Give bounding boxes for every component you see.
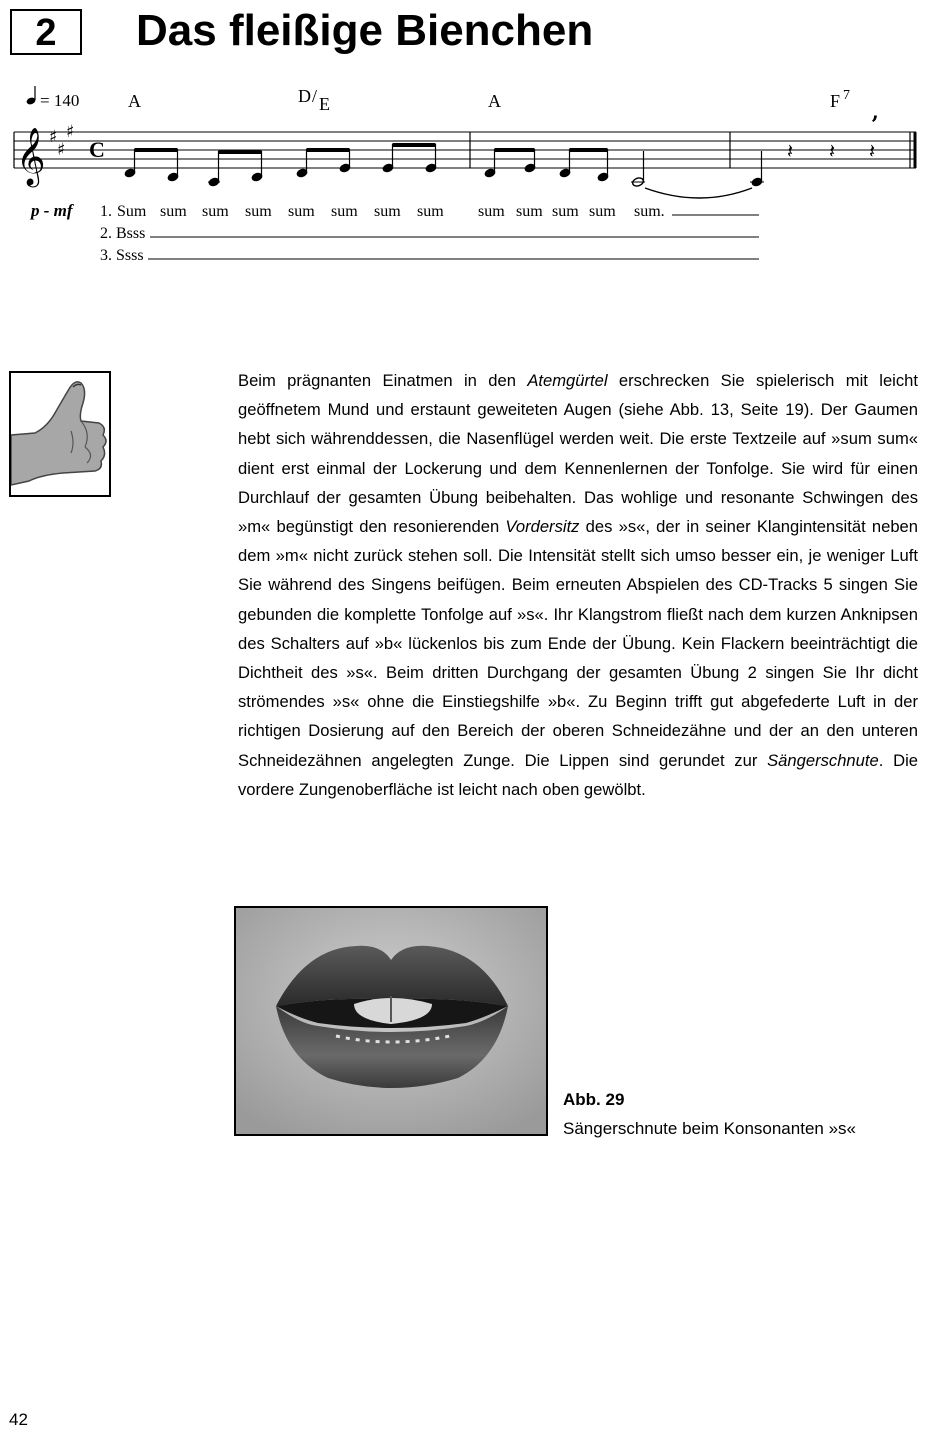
lyric-line1-label: 1. — [100, 203, 112, 220]
thumbs-up-icon — [11, 373, 109, 495]
body-paragraph — [238, 366, 918, 804]
chord-4-root: F — [830, 91, 841, 111]
svg-text:♯: ♯ — [57, 140, 66, 160]
svg-text:♯: ♯ — [66, 122, 75, 142]
svg-text:𝄽: 𝄽 — [829, 139, 836, 163]
lyric-syllable: Sum — [117, 203, 147, 220]
treble-clef-icon: 𝄞 — [16, 127, 46, 185]
exercise-number-box — [10, 9, 82, 55]
page-title: Das fleißige Bienchen — [136, 6, 594, 55]
body-text-part: erschrecken Sie spielerisch mit leicht geöffnetem Mund und erstaunt geweiteten Augen (siehe Abb. 13, Seite 19). Der Gaumen hebt sich währenddessen, die Nasenflügel werden weit. Die erste Textzeile auf »sum sum« dient erst einmal der Lockerung und dem Kennenlernen der Tonfolge. Sie wird für einen Durchlauf der gesamten Übung beibehalten. Das wohlige und resonante Schwingen des »m« begünstigt den resonierenden — [238, 371, 919, 537]
lyric-syllable: sum — [478, 203, 505, 220]
chord-3: A — [488, 91, 501, 111]
body-text-part: . Die vordere Zungenoberfläche ist leicht nach oben gewölbt. — [238, 750, 918, 799]
figure-caption: Sängerschnute beim Konsonanten »s« — [563, 1119, 856, 1138]
lyric-extension-lines — [148, 215, 759, 259]
chord-4-ext: 7 — [843, 88, 850, 103]
tie — [645, 188, 752, 198]
measure-3-notes — [750, 151, 764, 187]
chord-2-bass: E — [319, 94, 330, 114]
lyric-syllable: sum — [160, 203, 187, 220]
figure-label: Abb. 29 — [563, 1090, 625, 1109]
thumbs-up-image — [9, 371, 111, 497]
time-signature: C — [89, 137, 105, 162]
page-number: 42 — [9, 1410, 28, 1429]
lyric-line2: 2. Bsss — [100, 225, 146, 242]
lips-illustration-icon — [236, 908, 546, 1134]
lyric-syllable: sum. — [634, 203, 665, 220]
exercise-number: 2 — [35, 12, 57, 54]
body-text-part: des »s«, der in seiner Klangintensität neben dem »m« nicht zurück stehen soll. Die Intensität stellt sich umso besser ein, je weniger Luft Sie während des Singens beifügen. Beim erneuten Abspielen des CD-Tracks 5 singen Sie gebunden die komplette Tonfolge auf »s«. Ihr Klangstrom fließt nach dem kurzen Anknipsen des Schalters auf »b« lückenlos bis zum Ende der Übung. Kein Flackern beeinträchtigt die Dichtheit des »s«. Beim dritten Durchgang der gesamten Übung 2 singen Sie Ihr dicht strömendes »s« ohne die Einstiegshilfe »b«. Zu Beginn trifft gut abgefederte Luft in der richtigen Dosierung auf den Bereich der oberen Schneidezähne und der an den unteren Schneidezähnen angelegten Zunge. Die Lippen sind gerundet zur — [238, 517, 919, 770]
term-saengerschnute: Sängerschnute — [767, 750, 879, 770]
lyric-syllable: sum — [202, 203, 229, 220]
lyric-syllable: sum — [417, 203, 444, 220]
lips-photo — [234, 906, 548, 1136]
svg-text:𝄽: 𝄽 — [787, 139, 794, 163]
term-atemguertel: Atemgürtel — [527, 371, 608, 390]
lyric-syllable: sum — [245, 203, 272, 220]
svg-text:𝄽: 𝄽 — [869, 139, 876, 163]
svg-text:♯: ♯ — [49, 127, 58, 147]
tempo-marking: = 140 — [40, 91, 80, 110]
lyric-line3: 3. Ssss — [100, 247, 144, 264]
lyric-syllable: sum — [552, 203, 579, 220]
lyric-syllable: sum — [589, 203, 616, 220]
key-signature-sharps-icon — [49, 122, 74, 160]
lyric-syllable: sum — [516, 203, 543, 220]
breath-mark-icon: ’ — [871, 112, 879, 138]
chord-2-slash: / — [312, 86, 318, 106]
lyric-syllable: sum — [288, 203, 315, 220]
lyric-syllable: sum — [331, 203, 358, 220]
term-vordersitz: Vordersitz — [505, 517, 580, 537]
music-score — [0, 80, 940, 280]
lyric-syllable: sum — [374, 203, 401, 220]
chord-1: A — [128, 91, 141, 111]
body-text-part: Beim prägnanten Einatmen in den — [238, 371, 528, 390]
dynamic-marking: p - mf — [31, 201, 73, 220]
chord-2-root: D — [298, 86, 311, 106]
